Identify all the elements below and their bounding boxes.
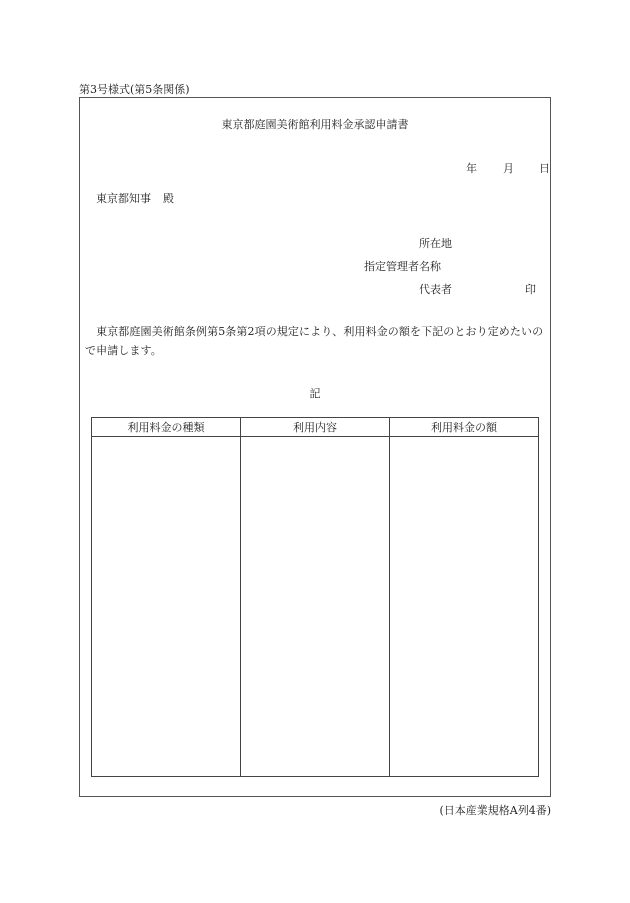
address-label: 所在地 — [419, 237, 452, 250]
header-fee-amount: 利用料金の額 — [390, 418, 539, 437]
addressee-honorific: 殿 — [163, 192, 174, 205]
applicant-name-row — [345, 258, 452, 281]
note-heading: 記 — [309, 387, 321, 400]
applicant-role: 指定管理者 — [364, 260, 419, 273]
date-month-label: 月 — [503, 162, 514, 175]
applicant-block — [345, 235, 452, 304]
table-row — [92, 437, 539, 777]
fee-table — [91, 417, 539, 777]
usage-content-cell — [241, 437, 390, 777]
date-line — [466, 160, 550, 176]
applicant-address-row — [345, 235, 452, 258]
representative-label: 代表者 — [419, 283, 452, 296]
fee-amount-cell — [390, 437, 539, 777]
table-header-row — [92, 418, 539, 437]
addressee-name: 東京都知事 — [96, 192, 151, 205]
fee-type-cell — [92, 437, 241, 777]
addressee — [96, 190, 174, 206]
header-fee-type: 利用料金の種類 — [92, 418, 241, 437]
applicant-rep-row — [345, 281, 452, 304]
paper-size-note: (日本産業規格A列4番) — [439, 804, 551, 817]
date-year-label: 年 — [466, 162, 477, 175]
date-day-label: 日 — [539, 162, 550, 175]
name-label: 名称 — [419, 260, 441, 273]
request-body-text: 東京都庭園美術館条例第5条第2項の規定により、利用料金の額を下記のとおり定めたいので申請します。 — [85, 325, 544, 357]
document-title: 東京都庭園美術館利用料金承認申請書 — [221, 118, 409, 131]
form-number-label: 第3号様式(第5条関係) — [79, 83, 190, 96]
seal-mark: 印 — [525, 283, 536, 296]
header-usage-content: 利用内容 — [241, 418, 390, 437]
